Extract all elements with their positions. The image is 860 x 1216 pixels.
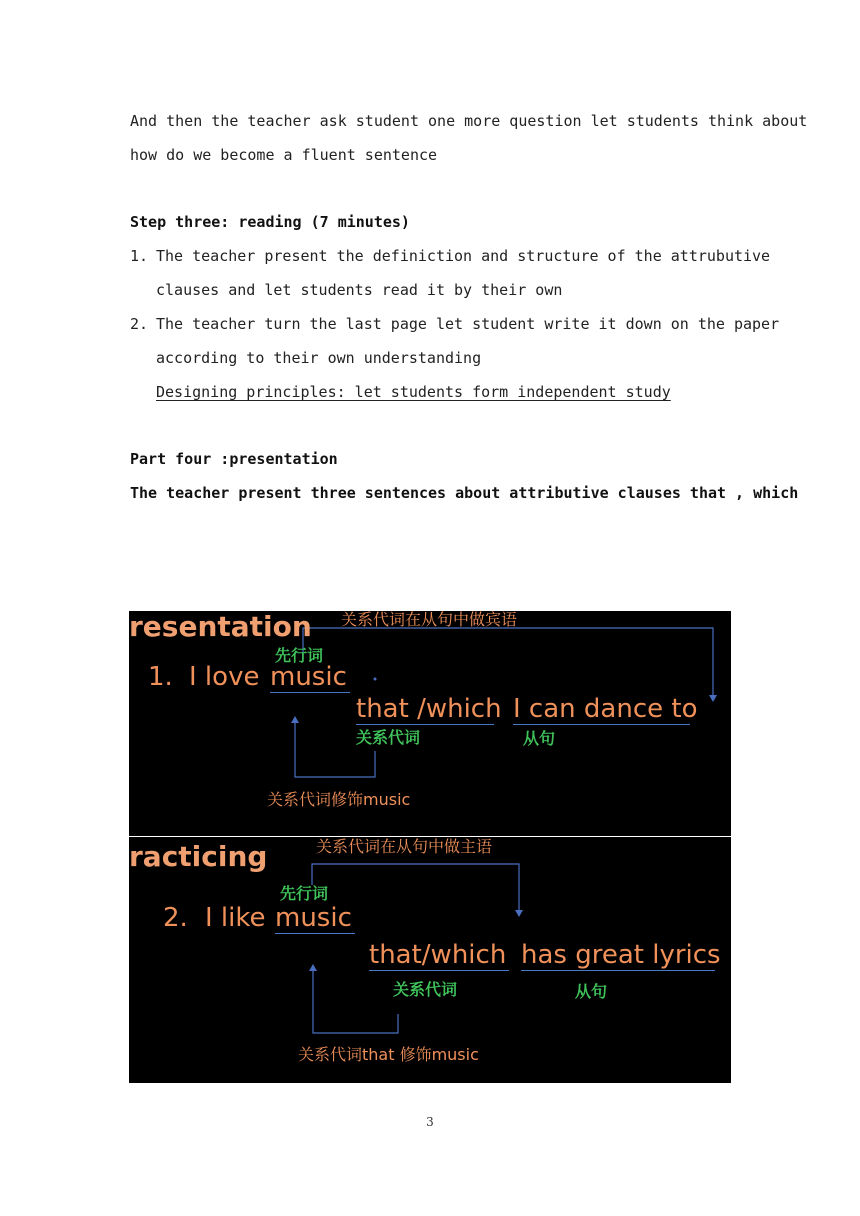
clause-label: 从句 <box>523 729 556 748</box>
slide-title: resentation <box>129 611 312 643</box>
sentence-number: 2. <box>163 903 188 933</box>
top-label: 关系代词在从句中做主语 <box>316 837 493 856</box>
part-four-heading: Part four :presentation <box>130 450 338 468</box>
list-item-line: The teacher turn the last page let student write it down on the paper <box>156 315 780 333</box>
antecedent-label: 先行词 <box>275 646 324 665</box>
list-item-line: clauses and let students read it by their own <box>156 281 563 299</box>
bottom-label: 关系代词修饰music <box>267 790 411 809</box>
relative-pronoun-label: 关系代词 <box>393 980 458 999</box>
sentence-words: I like <box>205 903 266 933</box>
list-item-line: The teacher present the definiction and structure of the attrubutive <box>156 247 771 265</box>
slide-title: racticing <box>129 840 268 873</box>
step-three-heading: Step three: reading (7 minutes) <box>130 213 410 231</box>
designing-principles: Designing principles: let students form independent study <box>156 383 671 401</box>
clause-text: I can dance to <box>513 694 698 724</box>
slide-image-practicing <box>129 837 731 1083</box>
list-item-line: according to their own understanding <box>156 349 482 367</box>
list-number: 2. <box>130 315 149 333</box>
relative-pronoun: that/which <box>369 942 509 971</box>
relative-pronoun: that /which <box>356 694 502 724</box>
top-label: 关系代词在从句中做宾语 <box>341 611 518 629</box>
part-four-text: The teacher present three sentences about attributive clauses that , which <box>130 484 799 502</box>
paragraph-line: And then the teacher ask student one more question let students think about <box>130 112 808 130</box>
list-number: 1. <box>130 247 149 265</box>
page-number: 3 <box>426 1115 434 1129</box>
slide-image-presentation <box>129 611 731 836</box>
paragraph-line: how do we become a fluent sentence <box>130 146 438 164</box>
antecedent-word: music <box>270 664 350 693</box>
clause-label: 从句 <box>575 982 608 1001</box>
sentence-words: I love <box>189 662 260 692</box>
antecedent-word: music <box>275 905 355 934</box>
clause-text: has great lyrics <box>521 940 721 970</box>
antecedent-label: 先行词 <box>280 884 329 903</box>
bottom-label: 关系代词that 修饰music <box>298 1045 479 1064</box>
relative-pronoun-label: 关系代词 <box>356 728 421 747</box>
sentence-number: 1. <box>148 662 173 692</box>
